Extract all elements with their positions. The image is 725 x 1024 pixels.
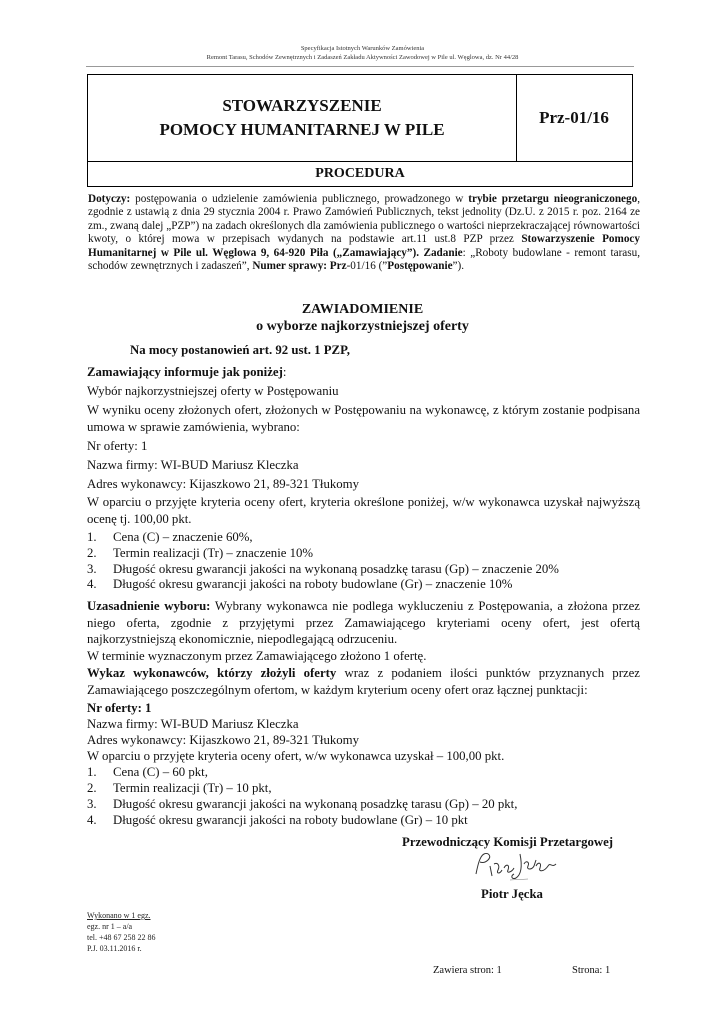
list-item <box>87 529 253 545</box>
case-number: -01/16 (” <box>346 260 388 273</box>
points-text: Termin realizacji (Tr) – 10 pkt, <box>113 781 272 795</box>
organization-line-1: STOWARZYSZENIE <box>222 96 382 115</box>
legal-basis: Na mocy postanowień art. 92 ust. 1 PZP, <box>130 343 350 357</box>
list-item <box>87 561 559 577</box>
procedure-mode: trybie przetargu nieograniczonego <box>468 193 638 205</box>
notice-subtitle: o wyborze najkorzystniejszej oferty <box>256 319 469 334</box>
case-number-label: Numer sprawy: Prz <box>252 260 347 273</box>
contractors-list-text: wraz z podaniem ilości punktów przyznanych przez Zamawiającego poszczególnym ofertom, w każdym kryterium oceny ofert oraz łącznej punktacji: <box>87 666 640 697</box>
justification-text: Wybrany wykonawca nie podlega wykluczeniu z Postępowania, a złożona przez niego oferta, zgodnie z przyjętymi przez Zamawiającego kryteriami oceny ofert, jest ofertą najkorzystniejszą ekonomicznie, niepodlegającą odrzuceniu. <box>87 599 640 646</box>
notice-title: ZAWIADOMIENIE <box>301 302 424 317</box>
contractor-address: Adres wykonawcy: Kijaszkowo 21, 89-321 Tłukomy <box>87 733 360 747</box>
offer-number: Nr oferty: 1 <box>87 439 148 453</box>
offer-number: Nr oferty: 1 <box>87 701 152 715</box>
signatory-name: Piotr Jęcka <box>481 887 543 901</box>
page-count: Zawiera stron: 1 <box>433 965 502 976</box>
criteria-intro: W oparciu o przyjęte kryteria oceny ofert, kryteria określone poniżej, w/w wykonawca uzyskał najwyższą ocenę tj. 100,00 pkt. <box>87 495 640 526</box>
justification-label: Uzasadnienie wyboru: <box>87 599 211 613</box>
informs-colon: : <box>282 365 287 379</box>
list-item <box>87 576 512 592</box>
procedure-term: Postępowanie <box>387 260 453 273</box>
contractor-address: Adres wykonawcy: Kijaszkowo 21, 89-321 Tłukomy <box>87 477 360 491</box>
company-name: Nazwa firmy: WI-BUD Mariusz Kleczka <box>87 458 299 472</box>
page-number: Strona: 1 <box>572 965 611 976</box>
criterion-text: Termin realizacji (Tr) – znaczenie 10% <box>113 546 314 560</box>
subject-paragraph <box>88 193 640 273</box>
copy-number: egz. nr 1 – a/a <box>87 922 133 931</box>
phone-number: tel. +48 67 258 22 86 <box>87 933 156 942</box>
list-number: 3. <box>87 562 97 576</box>
header-divider <box>86 66 634 67</box>
list-number: 2. <box>87 781 97 795</box>
list-number: 4. <box>87 577 97 591</box>
justification-paragraph <box>87 598 640 648</box>
organization-name <box>88 75 517 161</box>
contracting-authority: Stowarzyszenie Pomocy Humanitarnej w Pile ul. Węglowa 9, 64-920 Piła („Zamawiający”). <box>88 233 640 259</box>
subject-text: postępowania o udzielenie zamówienia publicznego, prowadzonego w <box>130 193 469 205</box>
list-item <box>87 764 208 780</box>
points-text: Długość okresu gwarancji jakości na roboty budowlane (Gr) – 10 pkt <box>113 813 468 827</box>
points-text: Cena (C) – 60 pkt, <box>113 765 208 779</box>
selection-heading: Wybór najkorzystniejszej oferty w Postępowaniu <box>87 384 339 398</box>
header-project-title: Remont Tarasu, Schodów Zewnętrznych i Zadaszeń Zakładu Aktywności Zawodowej w Pile ul. Węglowa, dz. Nr 44/28 <box>206 54 519 61</box>
header-spec-title: Specyfikacja Istotnych Warunków Zamówienia <box>300 45 425 52</box>
list-item <box>87 545 313 561</box>
result-text: W wyniku oceny złożonych ofert, złożonych w Postępowaniu na wykonawcę, z którym zostanie podpisana umowa w sprawie zamówienia, wybrano: <box>87 403 640 434</box>
company-name: Nazwa firmy: WI-BUD Mariusz Kleczka <box>87 717 299 731</box>
score-intro: W oparciu o przyjęte kryteria oceny ofert, w/w wykonawca uzyskał – 100,00 pkt. <box>87 749 505 763</box>
organization-line-2: POMOCY HUMANITARNEJ W PILE <box>159 120 445 139</box>
criterion-text: Długość okresu gwarancji jakości na roboty budowlane (Gr) – znaczenie 10% <box>113 577 513 591</box>
criterion-text: Cena (C) – znaczenie 60%, <box>113 530 253 544</box>
list-item <box>87 780 272 796</box>
list-number: 1. <box>87 765 97 779</box>
commission-chair-title: Przewodniczący Komisji Przetargowej <box>402 835 614 849</box>
signature-image <box>470 846 560 884</box>
points-text: Długość okresu gwarancji jakości na wykonaną posadzkę tarasu (Gp) – 20 pkt, <box>113 797 518 811</box>
author-initials-date: P.J. 03.11.2016 r. <box>87 944 142 953</box>
informs-label: Zamawiający informuje jak poniżej <box>87 365 283 379</box>
subject-text: , zgodnie z ustawią z dnia 29 stycznia 2004 r. Prawo Zamówień Publicznych, tekst jednolity (Dz.U. z 2015 r. poz. 2164 ze zm., zwaną dalej „PZP”) na zadach określonych dla zamówienia publicznego o wartości nieprzekraczającej równowartości kwoty, o której mowa w przepisach wydanych na podstawie art.11 ust.8 PZP przez <box>88 193 640 246</box>
copies-note: Wykonano w 1 egz. <box>87 911 151 920</box>
list-item <box>87 796 517 812</box>
criterion-text: Długość okresu gwarancji jakości na wykonaną posadzkę tarasu (Gp) – znaczenie 20% <box>113 562 559 576</box>
list-number: 4. <box>87 813 97 827</box>
list-number: 2. <box>87 546 97 560</box>
title-box <box>87 74 633 187</box>
list-number: 1. <box>87 530 97 544</box>
task-text: : „Roboty budowlane - remont tarasu, schodów zewnętrznych i zadaszeń”, <box>88 246 641 273</box>
subject-label: Dotyczy: <box>88 193 131 205</box>
list-number: 3. <box>87 797 97 811</box>
document-type: PROCEDURA <box>88 161 632 186</box>
offers-submitted-text: W terminie wyznaczonym przez Zamawiającego złożono 1 ofertę. <box>87 649 427 663</box>
informs-line <box>87 364 286 380</box>
contractors-list-paragraph <box>87 665 640 698</box>
contractors-list-label: Wykaz wykonawców, którzy złożyli oferty <box>87 666 337 680</box>
list-item <box>87 812 468 828</box>
document-code: Prz-01/16 <box>539 108 609 127</box>
subject-text: ”). <box>452 260 465 273</box>
task-label: Zadanie <box>423 246 463 259</box>
